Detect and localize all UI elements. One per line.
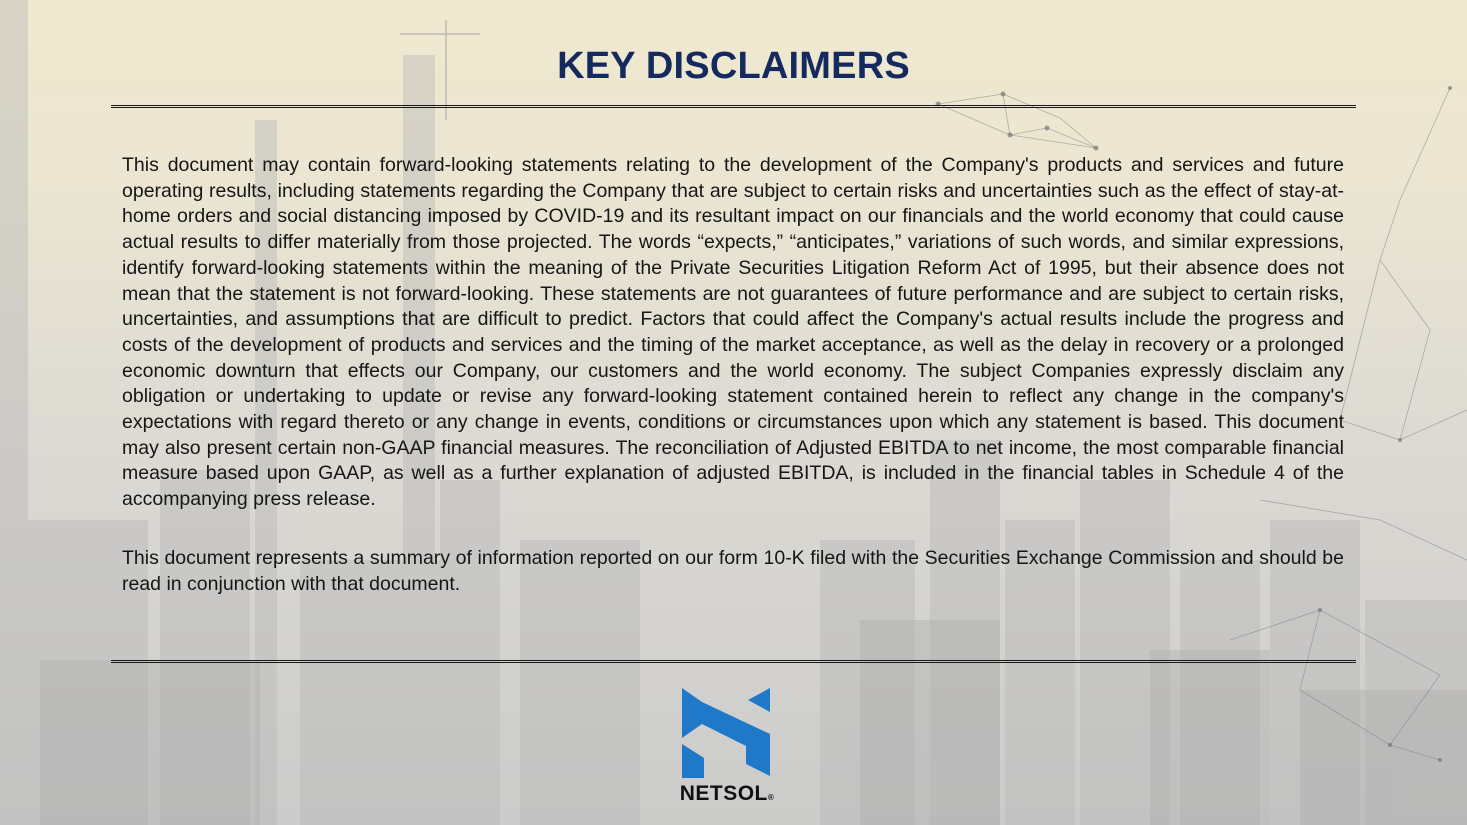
- netsol-wordmark-text: NETSOL: [679, 782, 768, 805]
- footer-divider: [111, 660, 1356, 663]
- netsol-wordmark: [672, 782, 782, 806]
- disclaimer-body: [122, 153, 1344, 630]
- slide-title: KEY DISCLAIMERS: [557, 45, 910, 87]
- registered-mark: ®: [767, 793, 775, 802]
- disclaimer-paragraph-forward-looking: This document may contain forward-looking statements relating to the development of the Company's products and services and future operating results, including statements regarding the Company that are subject to certain risks and uncertainties such as the effect of stay-at-home orders and social distancing imposed by COVID-19 and its resultant impact on our financials and the world economy that could cause actual results to differ materially from those projected. The words “expects,” “anticipates,” variations of such words, and similar expressions, identify forward-looking statements within the meaning of the Private Securities Litigation Reform Act of 1995, but their absence does not mean that the statement is not forward-looking. These statements are not guarantees of future performance and are subject to certain risks, uncertainties, and assumptions that are difficult to predict. Factors that could affect the Company's actual results include the progress and costs of the development of products and services and the timing of the market acceptance, as well as the delay in recovery or a prolonged economic downturn that effects our Company, our customers and the world economy. The subject Companies expressly disclaim any obligation or undertaking to update or revise any forward-looking statement contained herein to reflect any change in the company's expectations with regard thereto or any change in events, conditions or circumstances upon which any statement is based. This document may also present certain non-GAAP financial measures. The reconciliation of Adjusted EBITDA to net income, the most comparable financial measure based upon GAAP, as well as a further explanation of adjusted EBITDA, is included in the financial tables in Schedule 4 of the accompanying press release.: [122, 154, 1344, 511]
- netsol-s-logo-icon: [682, 688, 772, 778]
- title-divider: [111, 105, 1356, 108]
- disclaimer-paragraph-10k-summary: This document represents a summary of information reported on our form 10-K filed with the Securities Exchange Commission and should be read in conjunction with that document.: [122, 546, 1344, 595]
- netsol-logo: [672, 688, 782, 808]
